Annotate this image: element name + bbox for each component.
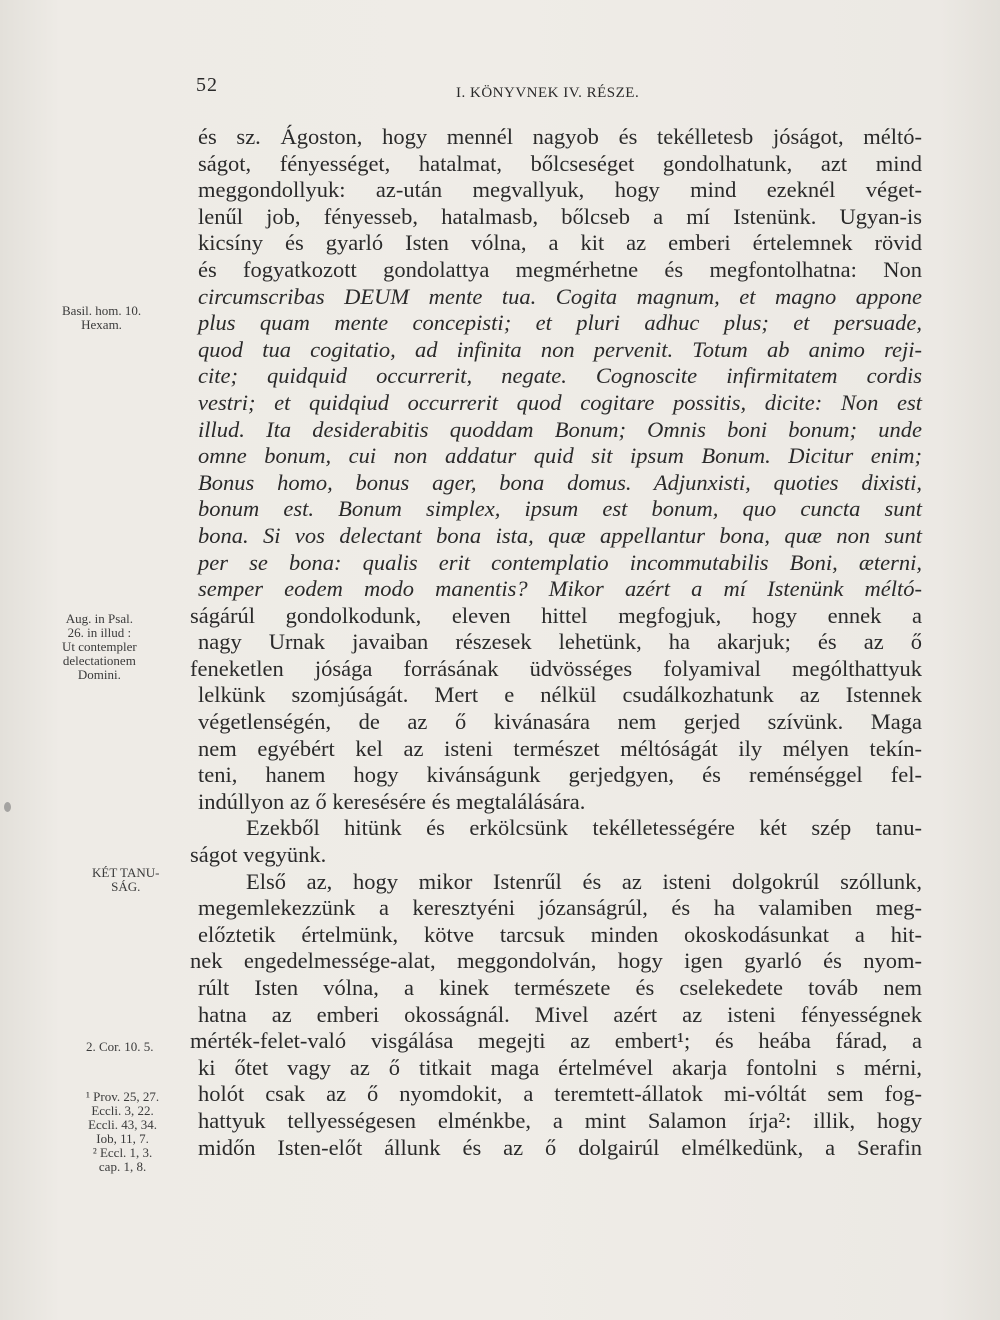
text-line: nem egyébért kel az isteni természet méltóságát ily mélyen tekín- [198, 735, 922, 761]
margin-note-line: Domini. [77, 667, 121, 682]
text-line: és fogyatkozott gondolattya megmérhetne és megfontolhatna: Non [198, 256, 922, 282]
text-line: hattyuk tellyességesen elménkbe, a mint Salamon írja²: illik, hogy [198, 1107, 922, 1133]
margin-note-line: Iob, 11, 7. [96, 1131, 149, 1146]
text-line: holót csak az ő nyomdokit, a teremtett-állatok mi-vóltát sem fog- [198, 1081, 922, 1107]
text-line-latin: semper eodem modo manentis? Mikor azért a mí Istenünk méltó- [198, 576, 922, 602]
margin-note-line: Hexam. [81, 317, 122, 332]
margin-note-line: 26. in illud : [67, 625, 132, 640]
text-line: Ezekből hitünk és erkölcsünk tekélletességére két szép tanu- [246, 815, 922, 841]
margin-note-line: Eccli. 3, 22. [91, 1103, 154, 1118]
text-line: előztetik értelmünk, kötve tarcsuk minden okoskodásunkat a hit- [198, 921, 922, 947]
text-line: végetlenségén, de az ő kivánasára nem gerjed szívünk. Maga [198, 709, 922, 735]
text-line-latin: bonum est. Bonum simplex, ipsum est bonum, quo cuncta sunt [198, 496, 922, 522]
margin-note-line: KÉT TANU- [92, 865, 160, 880]
text-line: feneketlen jósága forrásának üdvösséges folyamival mególthattyuk [190, 655, 922, 681]
text-line: megemlekezzünk a keresztyéni józanságrúl, és ha valamiben meg- [198, 895, 922, 921]
margin-note-line: ² Eccl. 1, 3. [92, 1145, 153, 1160]
text-line: ságot, fényességet, hatalmat, bőlcseséget gondolhatunk, azt mind [198, 150, 922, 176]
ink-blot [4, 802, 11, 812]
text-line: kicsíny és gyarló Isten vólna, a kit az emberi értelemnek rövid [198, 230, 922, 256]
text-line-latin: omne bonum, cui non addatur quid sit ipsum Bonum. Dicitur enim; [198, 443, 922, 469]
text-line: lelkünk szomjúságát. Mert e nélkül csudálkozhatunk az Istennek [198, 682, 922, 708]
margin-note-line: 2. Cor. 10. 5. [86, 1039, 154, 1054]
running-head: I. KÖNYVNEK IV. RÉSZE. [456, 85, 640, 101]
text-line-latin: plus quam mente concepisti; et pluri adhuc plus; et persuade, [198, 310, 922, 336]
margin-note-line: Aug. in Psal. [65, 611, 133, 626]
text-line: nagy Urnak javaiban részesek lehetünk, ha akarjuk; és az ő [198, 629, 922, 655]
text-line-latin: circumscribas DEUM mente tua. Cogita magnum, et magno appone [198, 283, 922, 309]
margin-note-cor [86, 1040, 154, 1054]
margin-note-line: SÁG. [111, 879, 141, 894]
margin-note-line: Ut contempler [62, 639, 137, 654]
text-line: ságárúl gondolkodunk, eleven hittel megfogjuk, hogy ennek a [190, 602, 922, 628]
text-line-latin: per se bona: qualis erit contemplatio incommutabilis Boni, æterni, [198, 549, 922, 575]
text-line: nek engedelmessége-alat, meggondolván, hogy igen gyarló és nyom- [190, 948, 922, 974]
text-line: teni, hanem hogy kivánságunk gerjedgyen, és reménséggel fel- [198, 762, 922, 788]
text-line-latin: cite; quidquid occurrerit, negate. Cognoscite infirmitatem cordis [198, 363, 922, 389]
margin-note-line: Basil. hom. 10. [62, 303, 142, 318]
text-line: midőn Isten-előt állunk és az ő dolgairúl elmélkedünk, a Serafin [198, 1134, 922, 1160]
text-line: ki őtet vagy az ő titkait maga értelmével akarja fontolni s mérni, [198, 1054, 922, 1080]
text-line: indúllyon az ő keresésére és megtalálására. [198, 788, 586, 814]
body-text [190, 124, 922, 1161]
text-line-latin: quod tua cogitatio, ad infinita non pervenit. Totum ab animo reji- [198, 336, 922, 362]
margin-note-line: ¹ Prov. 25, 27. [86, 1089, 160, 1104]
text-line-latin: Bonus homo, bonus ager, bona domus. Adjunxisti, quoties dixisti, [198, 469, 922, 495]
margin-note-line: cap. 1, 8. [98, 1159, 147, 1174]
text-line: mérték-felet-való visgálása megejti az embert¹; és heába fárad, a [190, 1028, 922, 1054]
text-line: ságot vegyünk. [190, 842, 327, 868]
margin-note-augustine [62, 612, 137, 682]
margin-note-ket-tanusag [92, 866, 159, 894]
margin-note-line: Eccli. 43, 34. [88, 1117, 158, 1132]
text-line: meggondollyuk: az-után megvallyuk, hogy mind ezeknél véget- [198, 177, 922, 203]
text-line: rúlt Isten vólna, a kinek természete és cselekedete továb nem [198, 975, 922, 1000]
text-line-latin: vestri; et quidqiud occurrerit quod cogitare possitis, dicite: Non est [198, 389, 922, 415]
margin-note-basil [62, 304, 141, 332]
text-line: lenűl job, fényesseb, hatalmasb, bőlcseb a mí Istenünk. Ugyan-is [198, 203, 922, 229]
margin-note-prov [86, 1090, 159, 1174]
text-line: Első az, hogy mikor Istenrűl és az isteni dolgokrúl szóllunk, [246, 868, 922, 894]
text-line: hatna az emberi okosságnál. Mivel azért az isteni fényességnek [198, 1001, 922, 1027]
text-line-latin: bona. Si vos delectant bona ista, quæ appellantur bona, quæ non sunt [198, 522, 922, 548]
margin-note-line: delectationem [62, 653, 136, 668]
text-line: és sz. Ágoston, hogy mennél nagyob és tekélletesb jóságot, méltó- [198, 124, 922, 149]
text-line-latin: illud. Ita desiderabitis quoddam Bonum; Omnis boni bonum; unde [198, 416, 922, 442]
page-number: 52 [196, 74, 218, 96]
